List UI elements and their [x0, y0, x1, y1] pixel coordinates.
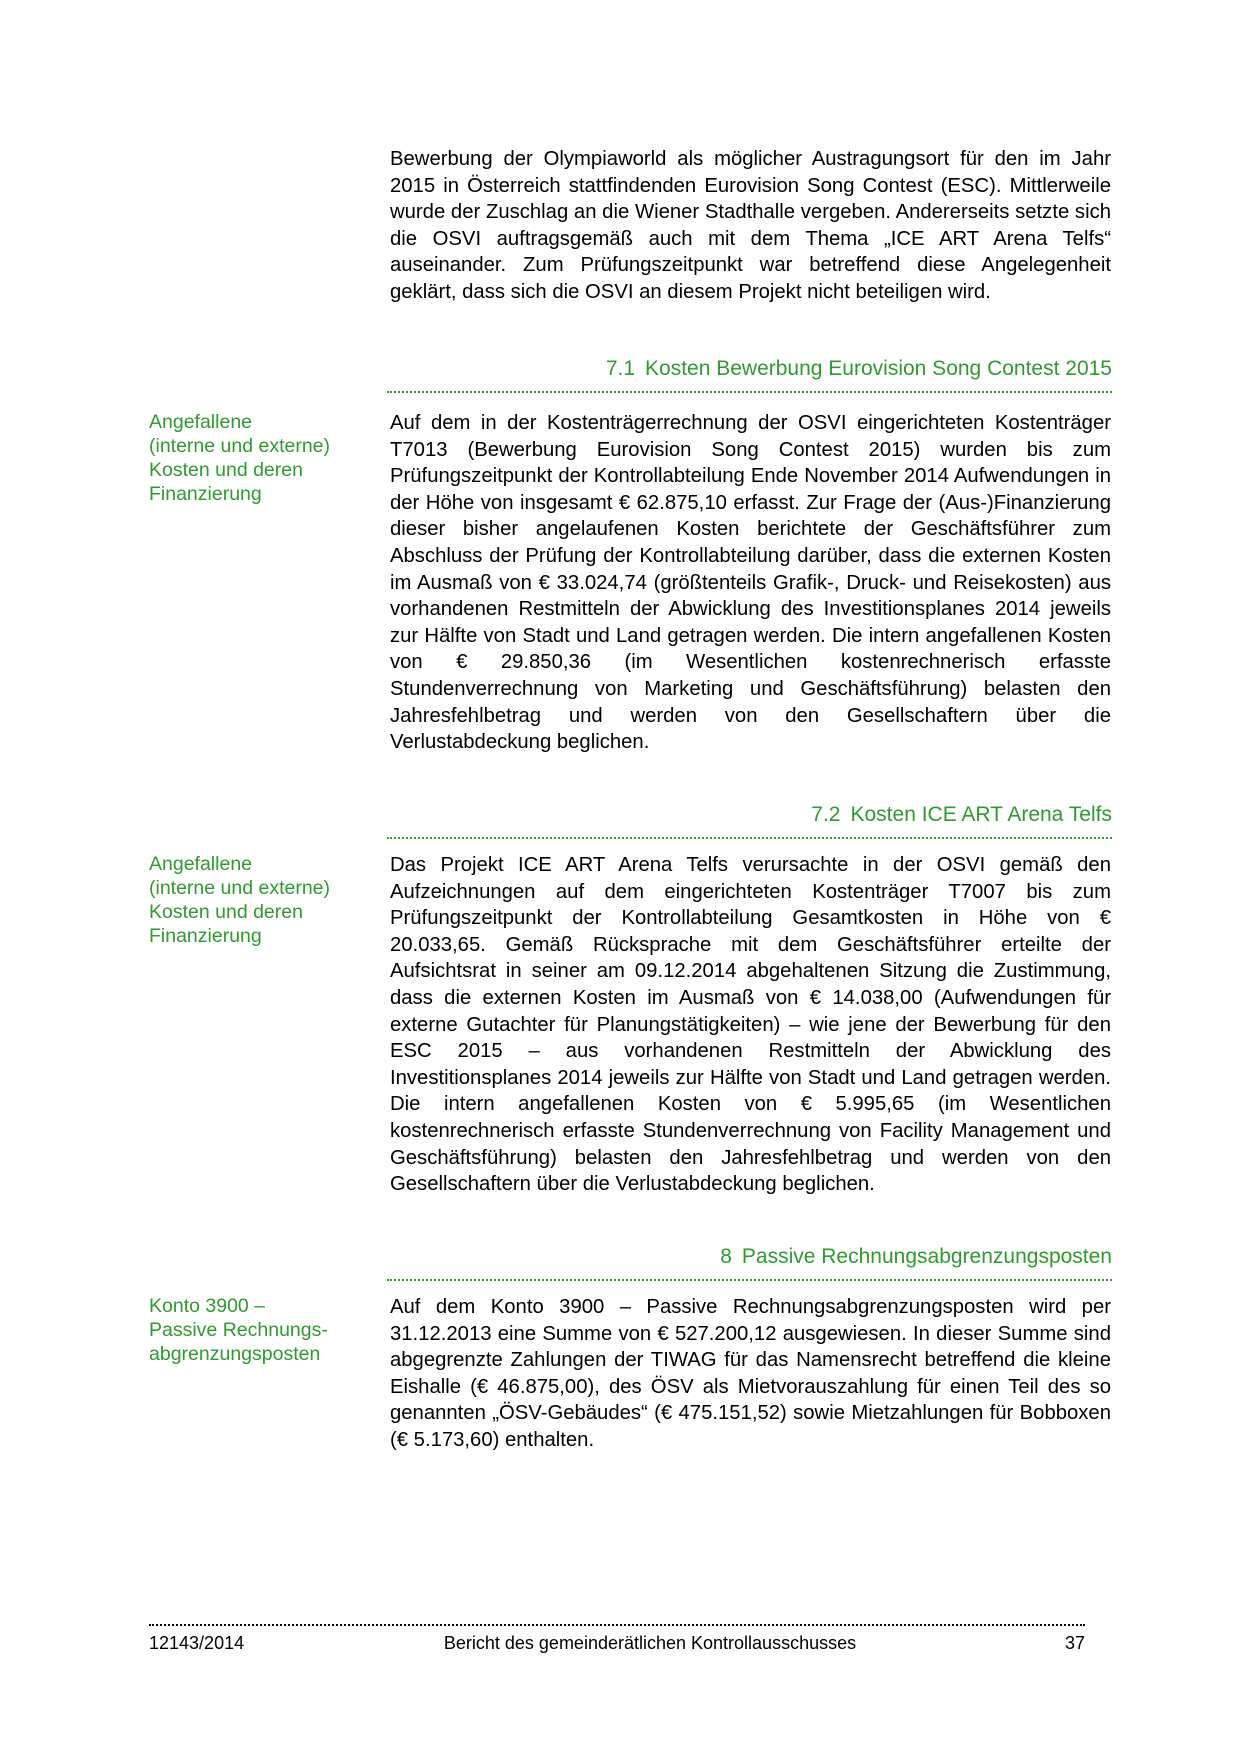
margin-note-line: Angefallene [149, 853, 253, 875]
section-heading-7-2 [387, 801, 1112, 839]
section-number: 7.1 [605, 357, 636, 380]
margin-note-line: abgrenzungsposten [149, 1343, 321, 1365]
section-title: Kosten ICE ART Arena Telfs [850, 803, 1112, 826]
margin-note-line: Kosten und deren [149, 459, 303, 481]
margin-note-7-2 [149, 852, 349, 948]
footer-title: Bericht des gemeinderätlichen Kontrollausschusses [443, 1633, 857, 1653]
footer-doc-number: 12143/2014 [149, 1633, 245, 1653]
section-body-7-1: Auf dem in der Kostenträgerrechnung der OSVI eingerichteten Kostenträger T7013 (Bewerbung Eurovision Song Contest 2015) wurden bis zum Prüfungszeitpunkt der Kontrollabteilung Ende November 2014 Aufwendungen in der Höhe von insgesamt € 62.875,10 erfasst. Zur Frage der (Aus-)Finanzierung dieser bisher angelaufenen Kosten berichtete der Geschäftsführer zum Abschluss der Prüfung der Kontrollabteilung darüber, dass die externen Kosten im Ausmaß von € 33.024,74 (größtenteils Grafik-, Druck- und Reisekosten) aus vorhandenen Restmitteln der Abwicklung des Investitionsplanes 2014 jeweils zur Hälfte von Stadt und Land getragen werden. Die intern angefallenen Kosten von € 29.850,36 (im Wesentlichen kostenrechnerisch erfasste Stundenverrechnung von Marketing und Geschäftsführung) belasten den Jahresfehlbetrag und werden von den Gesellschaftern über die Verlustabdeckung beglichen. [390, 412, 1111, 754]
section-title: Kosten Bewerbung Eurovision Song Contest 2015 [645, 357, 1112, 380]
margin-note-line: (interne und externe) [149, 435, 331, 457]
section-number: 8 [720, 1245, 732, 1268]
section-number: 7.2 [811, 803, 841, 826]
margin-note-line: Finanzierung [149, 483, 262, 505]
section-heading-7-1 [387, 355, 1112, 393]
section-body-7-2: Das Projekt ICE ART Arena Telfs verursachte in der OSVI gemäß den Aufzeichnungen auf dem eingerichteten Kostenträger T7007 bis zum Prüfungszeitpunkt der Kontrollabteilung Gesamtkosten in Höhe von € 20.033,65. Gemäß Rücksprache mit dem Geschäftsführer erteilte der Aufsichtsrat in seiner am 09.12.2014 abgehaltenen Sitzung die Zustimmung, dass die externen Kosten im Ausmaß von € 14.038,00 (Aufwendungen für externe Gutachter für Planungstätigkeiten) – wie jene der Bewerbung für den ESC 2015 – aus vorhandenen Restmitteln der Abwicklung des Investitionsplanes 2014 jeweils zur Hälfte von Stadt und Land getragen werden. Die intern angefallenen Kosten von € 5.995,65 (im Wesentlichen kostenrechnerisch erfasste Stundenverrechnung von Facility Management und Geschäftsführung) belasten den Jahresfehlbetrag und werden von den Gesellschaftern über die Verlustabdeckung beglichen. [390, 854, 1111, 1196]
margin-note-line: Passive Rechnungs- [149, 1319, 328, 1341]
footer-divider [149, 1624, 1085, 1626]
margin-note-8 [149, 1294, 349, 1366]
margin-note-line: (interne und externe) [149, 877, 331, 899]
margin-note-line: Angefallene [149, 411, 253, 433]
margin-note-line: Kosten und deren [149, 901, 303, 923]
margin-note-7-1 [149, 410, 349, 506]
margin-note-line: Finanzierung [149, 925, 262, 947]
section-body-8: Auf dem Konto 3900 – Passive Rechnungsabgrenzungsposten wird per 31.12.2013 eine Summe von € 527.200,12 ausgewiesen. In dieser Summe sind abgegrenzte Zahlungen der TIWAG für das Namensrecht betreffend die kleine Eishalle (€ 46.875,00), des ÖSV als Mietvorauszahlung für einen Teil des so genannten „ÖSV-Gebäudes“ (€ 475.151,52) sowie Mietzahlungen für Bobboxen (€ 5.173,60) enthalten. [390, 1296, 1111, 1451]
section-title: Passive Rechnungsabgrenzungsposten [741, 1245, 1112, 1268]
margin-note-line: Konto 3900 – [149, 1295, 266, 1317]
section-heading-8 [387, 1243, 1112, 1281]
intro-paragraph: Bewerbung der Olympiaworld als möglicher Austragungsort für den im Jahr 2015 in Österreich stattfindenden Eurovision Song Contest (ESC). Mittlerweile wurde der Zuschlag an die Wiener Stadthalle vergeben. Andererseits setzte sich die OSVI auftragsgemäß auch mit dem Thema „ICE ART Arena Telfs“ auseinander. Zum Prüfungszeitpunkt war betreffend diese Angelegenheit geklärt, dass sich die OSVI an diesem Projekt nicht beteiligen wird. [390, 148, 1111, 303]
page-number: 37 [1064, 1633, 1085, 1653]
